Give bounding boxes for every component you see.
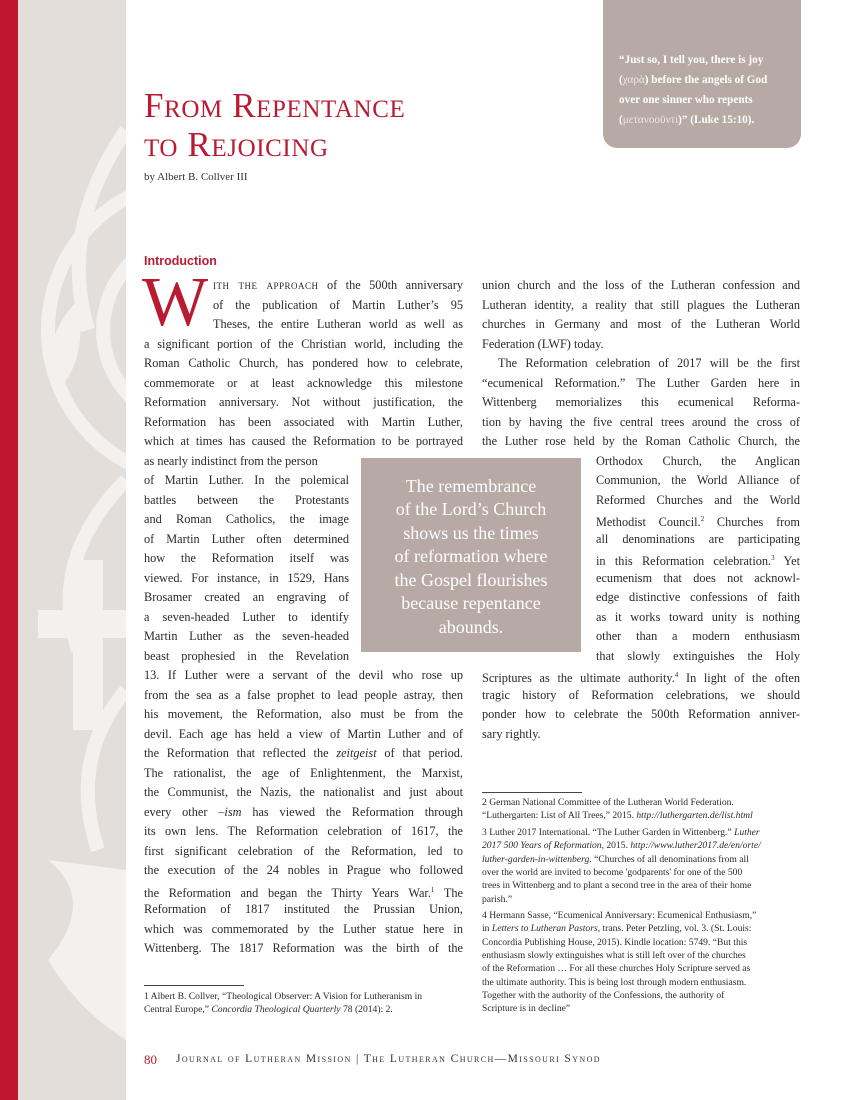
body-line: ponder how to celebrate the 500th Reformation anniver- xyxy=(482,707,800,721)
text-fragment: in this Reformation celebration. xyxy=(596,554,772,569)
body-line: churches in Germany and most of the Lutheran World xyxy=(482,317,800,331)
body-line: 13. If Luther were a servant of the devil who rose up xyxy=(144,668,463,682)
footnote-link[interactable]: http://www.luther2017.de/en/orte/ xyxy=(630,840,761,852)
body-line xyxy=(144,744,463,764)
footnote-ref[interactable]: 2 xyxy=(700,515,705,523)
scripture-quote-box xyxy=(603,0,801,148)
quote-fragment: ( xyxy=(619,114,623,126)
body-line: union church and the loss of the Lutheran confession and xyxy=(482,278,800,292)
body-line: tion by having the five central trees around the cross of xyxy=(482,414,800,429)
page-number: 80 xyxy=(144,1052,157,1067)
text-fragment: . “Churches of all denominations from all xyxy=(589,853,749,865)
text-fragment: has viewed the Reformation through xyxy=(241,804,463,819)
text-fragment: every other xyxy=(144,804,219,819)
footnote-line: Scripture is in decline” xyxy=(482,1003,571,1015)
body-line: Federation (LWF) today. xyxy=(482,336,604,351)
title-line: From Repentance xyxy=(144,86,406,125)
italic-title: 2017 500 Years of Reformation xyxy=(482,840,602,852)
text-fragment: Scriptures as the ultimate authority. xyxy=(482,671,675,686)
text-fragment: Yet xyxy=(774,554,800,569)
pull-quote-line: The remembrance xyxy=(405,476,537,496)
body-line: Communion, the World Alliance of xyxy=(596,473,800,487)
footnote-line: trees in Wittenberg and to plant a second tree in the area of their home xyxy=(482,880,752,892)
body-line: and Roman Catholics, the image xyxy=(144,512,349,526)
text-fragment: in xyxy=(482,923,492,935)
body-line: viewed. For instance, in 1529, Hans xyxy=(144,570,349,585)
luther-rose-watermark xyxy=(18,0,126,1100)
pull-quote-line: of reformation where xyxy=(394,546,548,566)
text-fragment: In light of the often xyxy=(678,671,800,686)
body-line: the Luther rose held by the Roman Catholic Church, the xyxy=(482,434,800,448)
greek-word: χαρὰ xyxy=(622,74,645,86)
greek-word: μετανοοῦντι xyxy=(622,114,679,126)
body-line: which was commemorated by the Luther statue here in xyxy=(144,921,463,936)
body-line: the execution of the 24 nobles in Prague who followed xyxy=(144,863,463,877)
body-line: beast prophesied in the Revelation xyxy=(144,648,349,663)
title-line: to Rejoicing xyxy=(144,125,329,164)
footnote-ref[interactable]: 1 xyxy=(430,885,435,894)
body-line: all denominations are participating xyxy=(596,531,800,546)
text-fragment: The xyxy=(434,885,463,900)
body-line: Roman Catholic Church, has pondered how to celebrate, xyxy=(144,356,463,370)
footnote-line: 1 Albert B. Collver, “Theological Observer: A Vision for Lutheranism in xyxy=(144,991,423,1002)
body-line: sary rightly. xyxy=(482,726,541,741)
body-line: Reformation anniversary. Not without justification, the xyxy=(144,395,463,409)
body-line xyxy=(213,276,463,296)
footnote-link[interactable]: luther-garden-in-wittenberg xyxy=(482,853,590,865)
quote-fragment: ( xyxy=(619,74,623,86)
text-fragment: 3 Luther 2017 International. “The Luther Garden in Wittenberg.” xyxy=(482,827,735,838)
pull-quote-line: the Gospel flourishes xyxy=(394,569,548,590)
text-fragment: , 2015. xyxy=(601,840,631,852)
text-fragment: Methodist Council. xyxy=(596,515,701,530)
body-line: of the publication of Martin Luther’s 95 xyxy=(213,297,463,312)
red-margin-bar xyxy=(0,0,18,1100)
body-line: tragic history of Reformation celebrations, we should xyxy=(482,687,800,702)
body-line: as it works toward unity is nothing xyxy=(596,609,800,624)
pull-quote-box xyxy=(361,458,581,652)
italic-term: zeitgeist xyxy=(336,746,377,760)
footnote-line xyxy=(482,839,761,852)
scripture-quote-text xyxy=(619,50,787,130)
body-line: of Martin Luther often determined xyxy=(144,531,349,546)
footnote-line: over the world are invited to become 'godparents' for one of the 500 xyxy=(482,866,743,878)
small-caps-lead: ith the approach xyxy=(213,278,319,292)
body-line: first significant celebration of the Reformation, led to xyxy=(144,843,463,858)
body-line: which at times has caused the Reformation to be portrayed xyxy=(144,434,463,448)
body-line: the Communist, the Nazis, the nationalist and just about xyxy=(144,785,463,799)
footnote-line: of the Reformation … For all these churches Holy Scripture served as xyxy=(482,963,751,975)
footnote-rule xyxy=(144,985,244,986)
body-line: devil. Each age has held a view of Martin Luther and of xyxy=(144,726,463,741)
body-line: a significant portion of the Christian world, including the xyxy=(144,336,463,351)
footnote-line xyxy=(482,809,753,822)
body-line: Reformation has been associated with Martin Luther, xyxy=(144,414,463,429)
quote-line xyxy=(619,110,787,130)
footnote-line xyxy=(482,853,749,866)
footnote-ref[interactable]: 4 xyxy=(674,671,679,679)
quote-line: over one sinner who repents xyxy=(619,94,753,106)
footnote-line: enthusiasm slowly extinguishes what is still left over of the churches xyxy=(482,949,746,961)
body-line: Orthodox Church, the Anglican xyxy=(596,453,800,468)
quote-line xyxy=(619,70,787,90)
body-line: ecumenism that does not acknowl- xyxy=(596,570,800,585)
quote-line: “Just so, I tell you, there is joy xyxy=(619,54,764,66)
text-fragment: Churches from xyxy=(704,515,800,530)
text-fragment: “Luthergarten: List of All Trees,” 2015. xyxy=(482,810,637,822)
body-line: Reformed Churches and the World xyxy=(596,492,800,507)
footnote-line xyxy=(144,1003,393,1016)
text-fragment: of that period. xyxy=(376,746,463,760)
italic-title: Concordia Theological Quarterly xyxy=(211,1004,341,1016)
body-line: Reformation of 1817 instituted the Prussian Union, xyxy=(144,902,463,916)
body-line: commemorate or at least acknowledge this milestone xyxy=(144,375,463,390)
body-line: “ecumenical Reformation.” The Luther Garden here in xyxy=(482,375,800,390)
footnote-line xyxy=(482,922,751,935)
footnote-line: parish.” xyxy=(482,893,513,905)
body-line: his movement, the Reformation, also must be from the xyxy=(144,707,463,721)
text-fragment: of the 500th anniversary xyxy=(318,278,464,292)
footnote-line: Together with the authority of the Confessions, the authority of xyxy=(482,989,725,1001)
italic-title: Letters to Lutheran Pastors xyxy=(491,923,598,935)
text-fragment: the Reformation that reflected the xyxy=(144,746,337,760)
byline: by Albert B. Collver III xyxy=(144,171,248,183)
decorative-luther-rose-panel xyxy=(18,0,126,1100)
body-line: Theses, the entire Lutheran world as well as xyxy=(213,317,463,331)
pull-quote-line: abounds. xyxy=(438,616,504,637)
footnote-line: 4 Hermann Sasse, “Ecumenical Anniversary: Ecumenical Enthusiasm,” xyxy=(482,910,757,921)
footnote-line: Concordia Publishing House, 2015). Kindle location: 5749. “But this xyxy=(482,936,748,948)
body-line xyxy=(144,803,463,823)
text-fragment: 78 (2014): 2. xyxy=(340,1004,393,1016)
quote-fragment: )” (Luke 15:10). xyxy=(678,114,755,126)
body-line: that slowly extinguishes the Holy xyxy=(596,648,800,663)
footnote-ref[interactable]: 3 xyxy=(771,554,775,562)
body-line: as nearly indistinct from the person xyxy=(144,453,318,468)
body-line: edge distinctive confessions of faith xyxy=(596,590,800,604)
section-heading: Introduction xyxy=(144,254,217,268)
article-title xyxy=(144,86,405,164)
footnote-rule xyxy=(482,792,582,793)
quote-fragment: ) before the angels of God xyxy=(644,74,768,86)
body-line: Wittenberg memorializes this ecumenical Reforma- xyxy=(482,395,800,409)
footnote-line xyxy=(482,826,760,839)
body-line: The rationalist, the age of Enlightenment, the Marxist, xyxy=(144,765,463,780)
pull-quote-line: because repentance xyxy=(401,593,541,613)
body-line: battles between the Protestants xyxy=(144,492,349,507)
text-fragment: , trans. Peter Petzling, vol. 3. (St. Louis: xyxy=(597,923,752,935)
drop-cap: W xyxy=(142,264,209,341)
body-line: Lutheran identity, a reality that still plagues the Lutheran xyxy=(482,297,800,312)
footnote-line: 2 German National Committee of the Lutheran World Federation. xyxy=(482,797,734,808)
body-line: Wittenberg. The 1817 Reformation was the birth of the xyxy=(144,941,463,955)
body-line: The Reformation celebration of 2017 will be the first xyxy=(498,356,800,370)
body-line: Martin Luther as the seven-headed xyxy=(144,629,349,643)
text-fragment: the Reformation and began the Thirty Years War. xyxy=(144,885,431,900)
body-line: other than a modern enthusiasm xyxy=(596,629,800,643)
running-footer: Journal of Lutheran Mission | The Lutheran Church—Missouri Synod xyxy=(176,1053,601,1065)
body-line: of Martin Luther. In the polemical xyxy=(144,473,349,487)
footnote-line: the ultimate authority. This is being lost through modern enthusiasm. xyxy=(482,976,747,988)
text-fragment: Central Europe,” xyxy=(144,1004,212,1016)
italic-title: Luther xyxy=(734,827,760,838)
body-line: a seven-headed Luther to identify xyxy=(144,609,349,624)
body-line: how the Reformation itself was xyxy=(144,551,349,565)
italic-term: –ism xyxy=(218,804,242,819)
body-line: Brosamer created an engraving of xyxy=(144,590,349,604)
pull-quote-line: of the Lord’s Church xyxy=(395,499,547,519)
body-line: its own lens. The Reformation celebration of 1617, the xyxy=(144,824,463,838)
body-line: from the sea as a false prophet to lead people astray, then xyxy=(144,687,463,702)
footnote-link[interactable]: http://luthergarten.de/list.html xyxy=(636,810,753,822)
pull-quote-line: shows us the times xyxy=(403,522,539,543)
